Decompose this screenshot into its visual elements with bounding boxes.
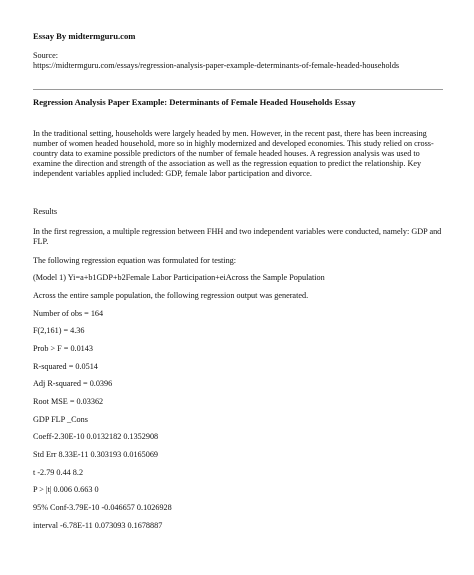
intro-paragraph: In the traditional setting, households were largely headed by men. However, in the recent past, there has been increasing number of women headed household, more so in highly modernized and developed economies. This study relied on cross-country data to examine possible predictors of the number of female headed houses. A regression analysis was used to examine the direction and strength of the association as well as the regression equation to predict the relationship. Key independent variables applied included: GDP, female labor participation and divorce. <box>33 129 434 178</box>
stat-line: GDP FLP _Cons <box>33 415 88 424</box>
stat-line: t -2.79 0.44 8.2 <box>33 468 84 477</box>
stat-line: 95% Conf-3.79E-10 -0.046657 0.1026928 <box>33 503 172 512</box>
stat-line: Coeff-2.30E-10 0.0132182 0.1352908 <box>33 432 159 441</box>
stat-line: Root MSE = 0.03362 <box>33 397 104 406</box>
results-paragraph-2: The following regression equation was formulated for testing: <box>33 256 237 265</box>
header-divider <box>33 89 443 90</box>
document-title: Regression Analysis Paper Example: Determinants of Female Headed Households Essay <box>33 97 356 107</box>
site-attribution: Essay By midtermguru.com <box>33 31 136 41</box>
model-equation: (Model 1) Yi=a+b1GDP+b2Female Labor Participation+eiAcross the Sample Population <box>33 273 325 282</box>
stat-line: Prob > F = 0.0143 <box>33 344 93 353</box>
stat-line: F(2,161) = 4.36 <box>33 326 85 335</box>
source-url-link[interactable]: https://midtermguru.com/essays/regression-analysis-paper-example-determinants-of-female-headed-households <box>33 61 400 70</box>
stat-line: Adj R-squared = 0.0396 <box>33 379 113 388</box>
stat-line: interval -6.78E-11 0.073093 0.1678887 <box>33 521 163 530</box>
stat-line: R-squared = 0.0514 <box>33 362 98 371</box>
results-paragraph-1: In the first regression, a multiple regression between FHH and two independent variables were conducted, namely: GDP and FLP. <box>33 227 442 246</box>
stat-line: Std Err 8.33E-11 0.303193 0.0165069 <box>33 450 159 459</box>
results-heading: Results <box>33 207 58 216</box>
results-paragraph-3: Across the entire sample population, the following regression output was generated. <box>33 291 309 300</box>
stat-line: Number of obs = 164 <box>33 309 104 318</box>
source-label: Source: <box>33 51 59 60</box>
stat-line: P > |t| 0.006 0.663 0 <box>33 485 99 494</box>
